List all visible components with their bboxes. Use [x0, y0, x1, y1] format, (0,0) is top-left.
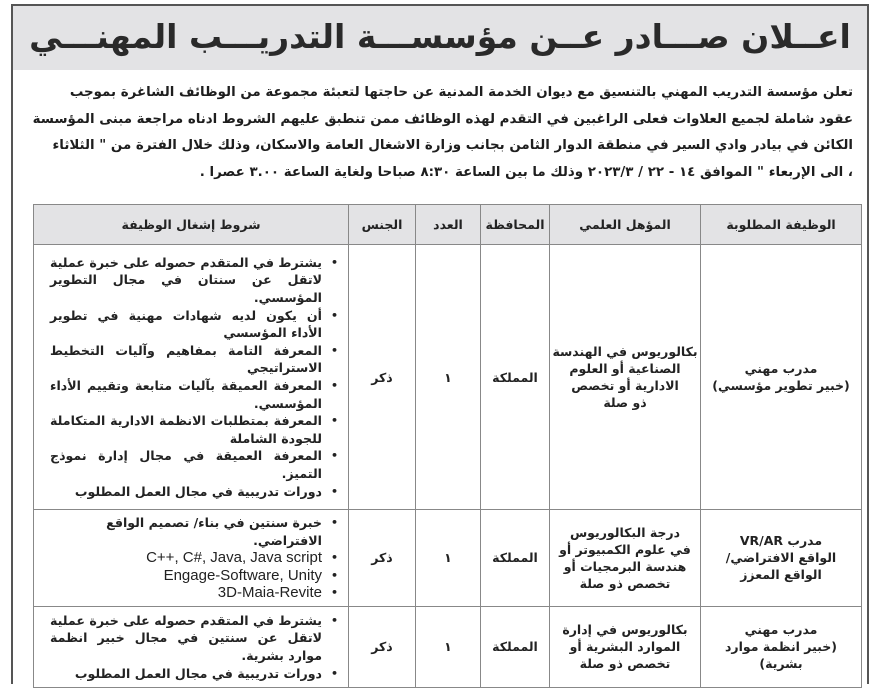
table-header-row — [34, 205, 862, 245]
job-title-line: مدرب مهني — [744, 361, 818, 376]
job-title-cell — [701, 606, 862, 687]
qualification-line: الموارد البشرية أو — [569, 639, 681, 655]
qualification-line: درجة البكالوريوس — [569, 524, 681, 540]
jobs-table — [33, 204, 862, 688]
governorate-cell: المملكة — [481, 510, 550, 607]
count-cell: ١ — [416, 606, 481, 687]
job-title-line: الواقع المعزز — [740, 567, 822, 583]
job-title-cell — [701, 510, 862, 607]
conditions-cell — [34, 606, 349, 687]
header-job-title: الوظيفة المطلوبة — [701, 205, 862, 245]
qualification-line: في علوم الكمبيوتر أو — [559, 541, 691, 557]
job-title-line: مدرب مهني — [744, 622, 818, 638]
qualification-cell — [550, 606, 701, 687]
condition-item: • المعرفة بمتطلبات الانظمة الادارية المتكاملة للجودة الشاملة — [50, 412, 338, 447]
header-governorate: المحافظة — [481, 205, 550, 245]
condition-item: • يشترط في المتقدم حصوله على خبرة عملية لاتقل عن سنتين في مجال خبير انظمة موارد بشرية. — [50, 612, 338, 665]
condition-item — [50, 567, 338, 585]
gender-cell: ذكر — [349, 510, 416, 607]
job-title-line: (خبير تطوير مؤسسي) — [712, 378, 850, 393]
conditions-list — [34, 608, 348, 686]
table-row — [34, 245, 862, 510]
qualification-line: تخصص ذو صلة — [579, 575, 671, 591]
condition-item: • المعرفة العميقة بآليات متابعة وتقييم الأداء المؤسسي. — [50, 377, 338, 412]
header-conditions: شروط إشغال الوظيفة — [34, 205, 349, 245]
count-cell: ١ — [416, 510, 481, 607]
condition-item: • المعرفة العميقة في مجال إدارة نموذج التميز. — [50, 447, 338, 482]
condition-text: 3D-Maia-Revite — [217, 584, 322, 602]
condition-item — [50, 584, 338, 602]
intro-line: عقود شاملة لجميع العلاوات فعلى الراغبين في التقدم لهذه الوظائف ممن تنطبق عليهم الشروط ادناه مراجعة مبنى المؤسسة — [32, 111, 853, 127]
job-title-cell — [701, 245, 862, 510]
condition-item — [50, 549, 338, 567]
conditions-cell — [34, 510, 349, 607]
count-cell: ١ — [416, 245, 481, 510]
qualification-line: ذو صلة — [603, 395, 647, 410]
qualification-line: بكالوريوس في الهندسة — [552, 344, 698, 359]
job-title-line: الواقع الافتراضي/ — [725, 550, 837, 566]
qualification-line: الادارية أو تخصص — [571, 378, 679, 393]
qualification-cell — [550, 510, 701, 607]
condition-item: • خبرة سنتين في بناء/ تصميم الواقع الافتراضي. — [50, 514, 338, 549]
condition-text: C++, C#, Java, Java script — [146, 549, 322, 567]
announcement-frame — [11, 4, 869, 684]
header-count: العدد — [416, 205, 481, 245]
condition-item: • أن يكون لديه شهادات مهنية في تطوير الأداء المؤسسي — [50, 307, 338, 342]
conditions-list — [34, 250, 348, 504]
condition-item: • يشترط في المتقدم حصوله على خبرة عملية لاتقل عن سنتان في مجال التطوير المؤسسي. — [50, 254, 338, 307]
conditions-cell — [34, 245, 349, 510]
gender-cell: ذكر — [349, 606, 416, 687]
job-title-line: بشرية) — [759, 656, 803, 672]
qualification-line: بكالوريوس في إدارة — [562, 622, 688, 638]
condition-item: • دورات تدريبية في مجال العمل المطلوب — [50, 483, 338, 501]
intro-line: ، الى الإربعاء " الموافق ١٤ - ٢٢ / ٢٠٢٣/٣ وذلك ما بين الساعة ٨:٣٠ صباحا ولغاية الساعة ٣.٠٠ عصرا . — [199, 164, 853, 180]
table-row — [34, 606, 862, 687]
intro-paragraph — [31, 80, 853, 186]
table-row — [34, 510, 862, 607]
job-title-line: مدرب VR/AR — [739, 533, 823, 549]
governorate-cell: المملكة — [481, 606, 550, 687]
qualification-line: هندسة البرمجيات أو — [563, 558, 687, 574]
intro-line: تعلن مؤسسة التدريب المهني بالتنسيق مع ديوان الخدمة المدنية عن حاجتها لتعبئة مجموعة من الوظائف الشاغرة بموجب — [69, 85, 853, 100]
qualification-cell — [550, 245, 701, 510]
header-gender: الجنس — [349, 205, 416, 245]
condition-item: • المعرفة التامة بمفاهيم وآليات التخطيط الاستراتيجي — [50, 342, 338, 377]
header-qualification: المؤهل العلمي — [550, 205, 701, 245]
title-banner — [13, 6, 867, 70]
intro-line: الكائن في بيادر وادي السير في منطقة الدوار الثامن بجانب وزارة الاشغال العامة والاسكان، وذلك خلال الفترة من " الثلاثاء — [52, 138, 853, 153]
governorate-cell: المملكة — [481, 245, 550, 510]
announcement-title: اعــلان صـــادر عــن مؤسســـة التدريـــب المهنـــي — [29, 17, 851, 56]
qualification-line: تخصص ذو صلة — [579, 656, 671, 672]
condition-text: Engage-Software, Unity — [163, 566, 322, 584]
condition-item: • دورات تدريبية في مجال العمل المطلوب — [50, 665, 338, 683]
job-title-line: (خبير انظمة موارد — [725, 639, 837, 655]
gender-cell: ذكر — [349, 245, 416, 510]
conditions-list — [34, 510, 348, 606]
qualification-line: الصناعية أو العلوم — [569, 361, 681, 376]
